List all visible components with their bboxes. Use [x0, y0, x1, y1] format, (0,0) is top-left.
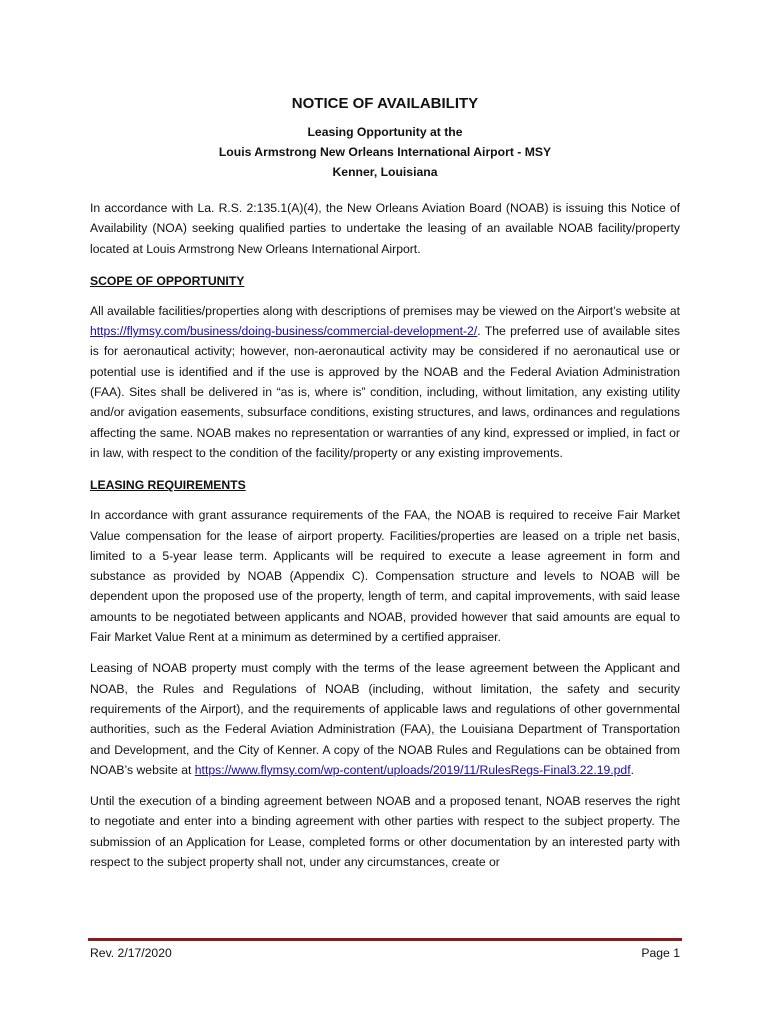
subtitle-line-2: Louis Armstrong New Orleans International Airport - MSY: [218, 145, 552, 159]
leasing-paragraph-1: In accordance with grant assurance requirements of the FAA, the NOAB is required to receive Fair Market Value compensation for the lease of airport property. Facilities/properties are leased on a triple net basis, limited to a 5-year lease term. Applicants will be required to execute a lease agreement in form and substance as provided by NOAB (Appendix C). Compensation structure and levels to NOAB will be dependent upon the proposed use of the property, length of term, and capital improvements, with said lease amounts to be negotiated between applicants and NOAB, provided however that said amounts are equal to Fair Market Value Rent at a minimum as determined by a certified appraiser.: [90, 508, 680, 645]
leasing-paragraph-2: [90, 658, 680, 780]
footer-revision: Rev. 2/17/2020: [90, 946, 172, 960]
leasing-p2-text-a: Leasing of NOAB property must comply with the terms of the lease agreement between the Applicant and NOAB, the Rules and Regulations of NOAB (including, without limitation, the safety and security requirements of the Airport), and the requirements of applicable laws and regulations of other governmental authorities, such as the Federal Aviation Administration (FAA), the Louisiana Department of Transportation and Development, and the City of Kenner. A copy of the NOAB Rules and Regulations can be obtained from NOAB’s website at: [90, 661, 680, 777]
scope-text-b: . The preferred use of available sites is for aeronautical activity; however, non-aeronautical activity may be considered if no aeronautical use or potential use is identified and if the use is approved by the NOAB and the Federal Aviation Administration (FAA). Sites shall be delivered in “as is, where is” condition, including, without limitation, any existing utility and/or avigation easements, subsurface conditions, existing structures, and laws, ordinances and regulations affecting the same. NOAB makes no representation or warranties of any kind, expressed or implied, in fact or in law, with respect to the condition of the facility/property or any existing improvements.: [90, 324, 680, 460]
scope-text-a: All available facilities/properties along with descriptions of premises may be viewed on the Airport’s website at: [90, 303, 680, 318]
subtitle-line-3: Kenner, Louisiana: [332, 165, 438, 179]
footer-page-number: Page 1: [641, 946, 680, 960]
intro-paragraph: In accordance with La. R.S. 2:135.1(A)(4), the New Orleans Aviation Board (NOAB) is issuing this Notice of Availability (NOA) seeking qualified parties to undertake the leasing of an available NOAB facility/property located at Louis Armstrong New Orleans International Airport.: [90, 201, 680, 256]
scope-heading: SCOPE OF OPPORTUNITY: [90, 273, 245, 288]
subtitle-line-1: Leasing Opportunity at the: [307, 125, 463, 139]
rules-regulations-link[interactable]: https://www.flymsy.com/wp-content/uploads/2019/11/RulesRegs-Final3.22.19.pdf: [194, 762, 631, 777]
leasing-heading: LEASING REQUIREMENTS: [90, 478, 246, 493]
scope-link[interactable]: https://flymsy.com/business/doing-business/commercial-development-2/: [90, 324, 478, 339]
leasing-paragraph-3: Until the execution of a binding agreement between NOAB and a proposed tenant, NOAB reserves the right to negotiate and enter into a binding agreement with other parties with respect to the subject property. The submission of an Application for Lease, completed forms or other documentation by an interested party with respect to the subject property shall not, under any circumstances, create or: [90, 794, 680, 870]
document-body: [90, 95, 680, 872]
leasing-p2-text-b: .: [630, 762, 634, 777]
footer-rule: [88, 938, 682, 941]
page-title: NOTICE OF AVAILABILITY: [291, 95, 479, 112]
scope-paragraph: [90, 301, 680, 463]
